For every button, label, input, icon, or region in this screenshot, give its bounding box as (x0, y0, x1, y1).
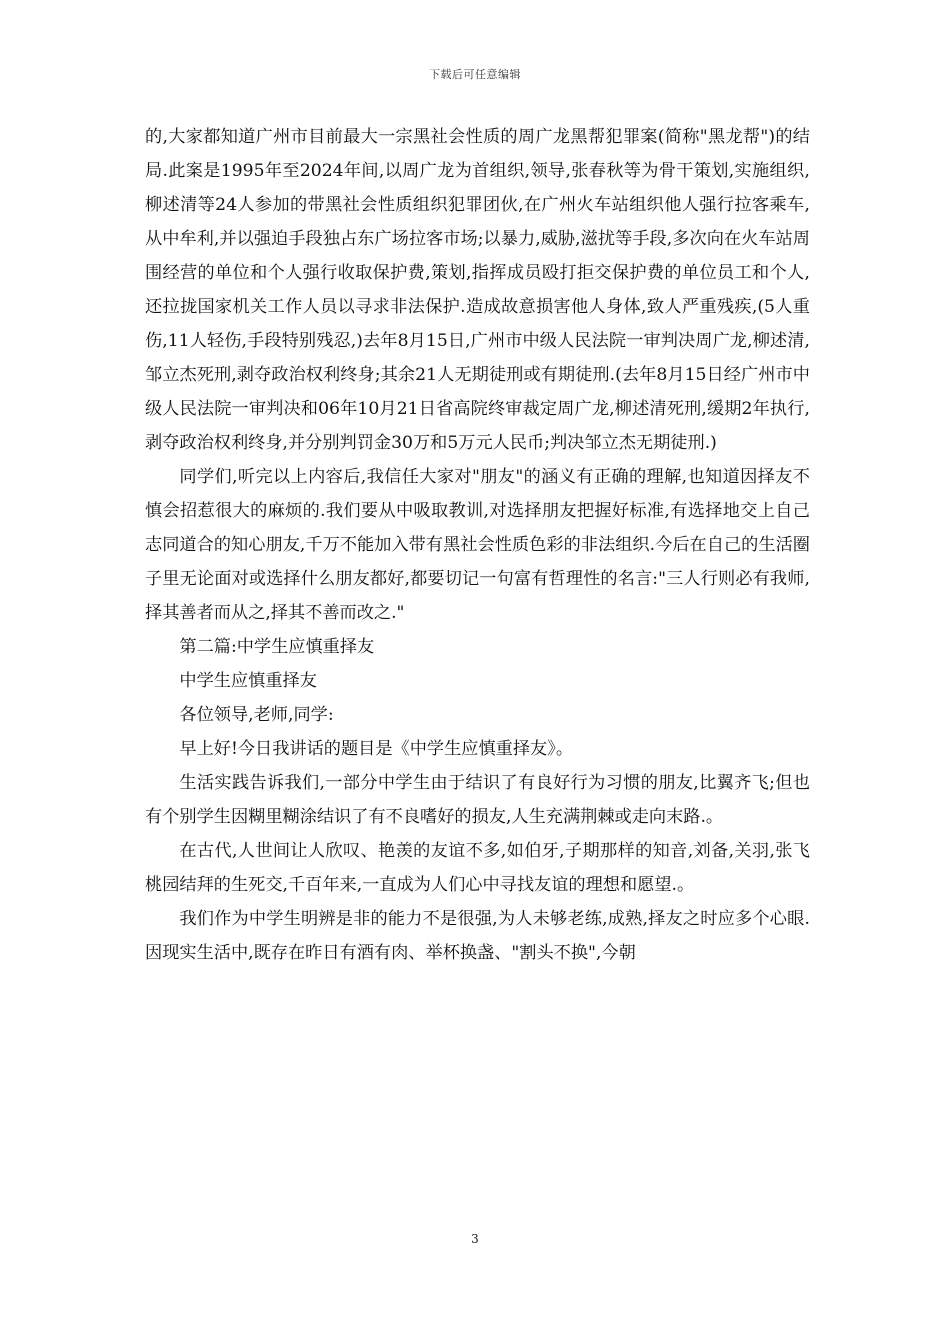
section-title: 第二篇:中学生应慎重择友 (179, 637, 375, 657)
paragraph-2: 同学们,听完以上内容后,我信任大家对"朋友"的涵义有正确的理解,也知道因择友不慎会招惹很大的麻烦的.我们要从中吸取教训,对选择朋友把握好标准,有选择地交上自己志同道合的知心朋友,千万不能加入带有黑社会性质色彩的非法组织.今后在自己的生活圈子里无论面对或选择什么朋友都好,都要切记一句富有哲理性的名言:"三人行则必有我师,择其善者而从之,择其不善而改之." (145, 467, 810, 623)
paragraph-9: 我们作为中学生明辨是非的能力不是很强,为人未够老练,成熟,择友之时应多个心眼.因现实生活中,既存在昨日有酒有肉、举杯换盏、"割头不换",今朝 (145, 909, 810, 963)
paragraph-1: 的,大家都知道广州市目前最大一宗黑社会性质的周广龙黑帮犯罪案(简称"黑龙帮")的结局.此案是1995年至2024年间,以周广龙为首组织,领导,张春秋等为骨干策划,实施组织,柳述清等24人参加的带黑社会性质组织犯罪团伙,在广州火车站组织他人强行拉客乘车,从中牟利,并以强迫手段独占东广场拉客市场;以暴力,威胁,滋扰等手段,多次向在火车站周围经营的单位和个人强行收取保护费,策划,指挥成员殴打拒交保护费的单位员工和个人,还拉拢国家机关工作人员以寻求非法保护.造成故意损害他人身体,致人严重残疾,(5人重伤,11人轻伤,手段特别残忍,)去年8月15日,广州市中级人民法院一审判决周广龙,柳述清,邹立杰死刑,剥夺政治权利终身;其余21人无期徒刑或有期徒刑.(去年8月15日经广州市中级人民法院一审判决和06年10月21日省高院终审裁定周广龙,柳述清死刑,缓期2年执行,剥夺政治权利终身,并分别判罚金30万和5万元人民币;判决邹立杰无期徒刑.) (145, 127, 810, 453)
paragraph-7: 生活实践告诉我们,一部分中学生由于结识了有良好行为习惯的朋友,比翼齐飞;但也有个别学生因糊里糊涂结识了有不良嗜好的损友,人生充满荆棘或走向末路.。 (145, 773, 810, 827)
document-body (145, 120, 810, 970)
greeting: 早上好!今日我讲话的题目是《中学生应慎重择友》。 (179, 739, 574, 759)
salutation: 各位领导,老师,同学: (179, 705, 334, 725)
speech-title: 中学生应慎重择友 (179, 671, 317, 691)
page-number: 3 (471, 1232, 479, 1246)
paragraph-8: 在古代,人世间让人欣叹、艳羡的友谊不多,如伯牙,子期那样的知音,刘备,关羽,张飞桃园结拜的生死交,千百年来,一直成为人们心中寻找友谊的理想和愿望.。 (145, 841, 810, 895)
page-header: 下载后可任意编辑 (429, 68, 521, 81)
